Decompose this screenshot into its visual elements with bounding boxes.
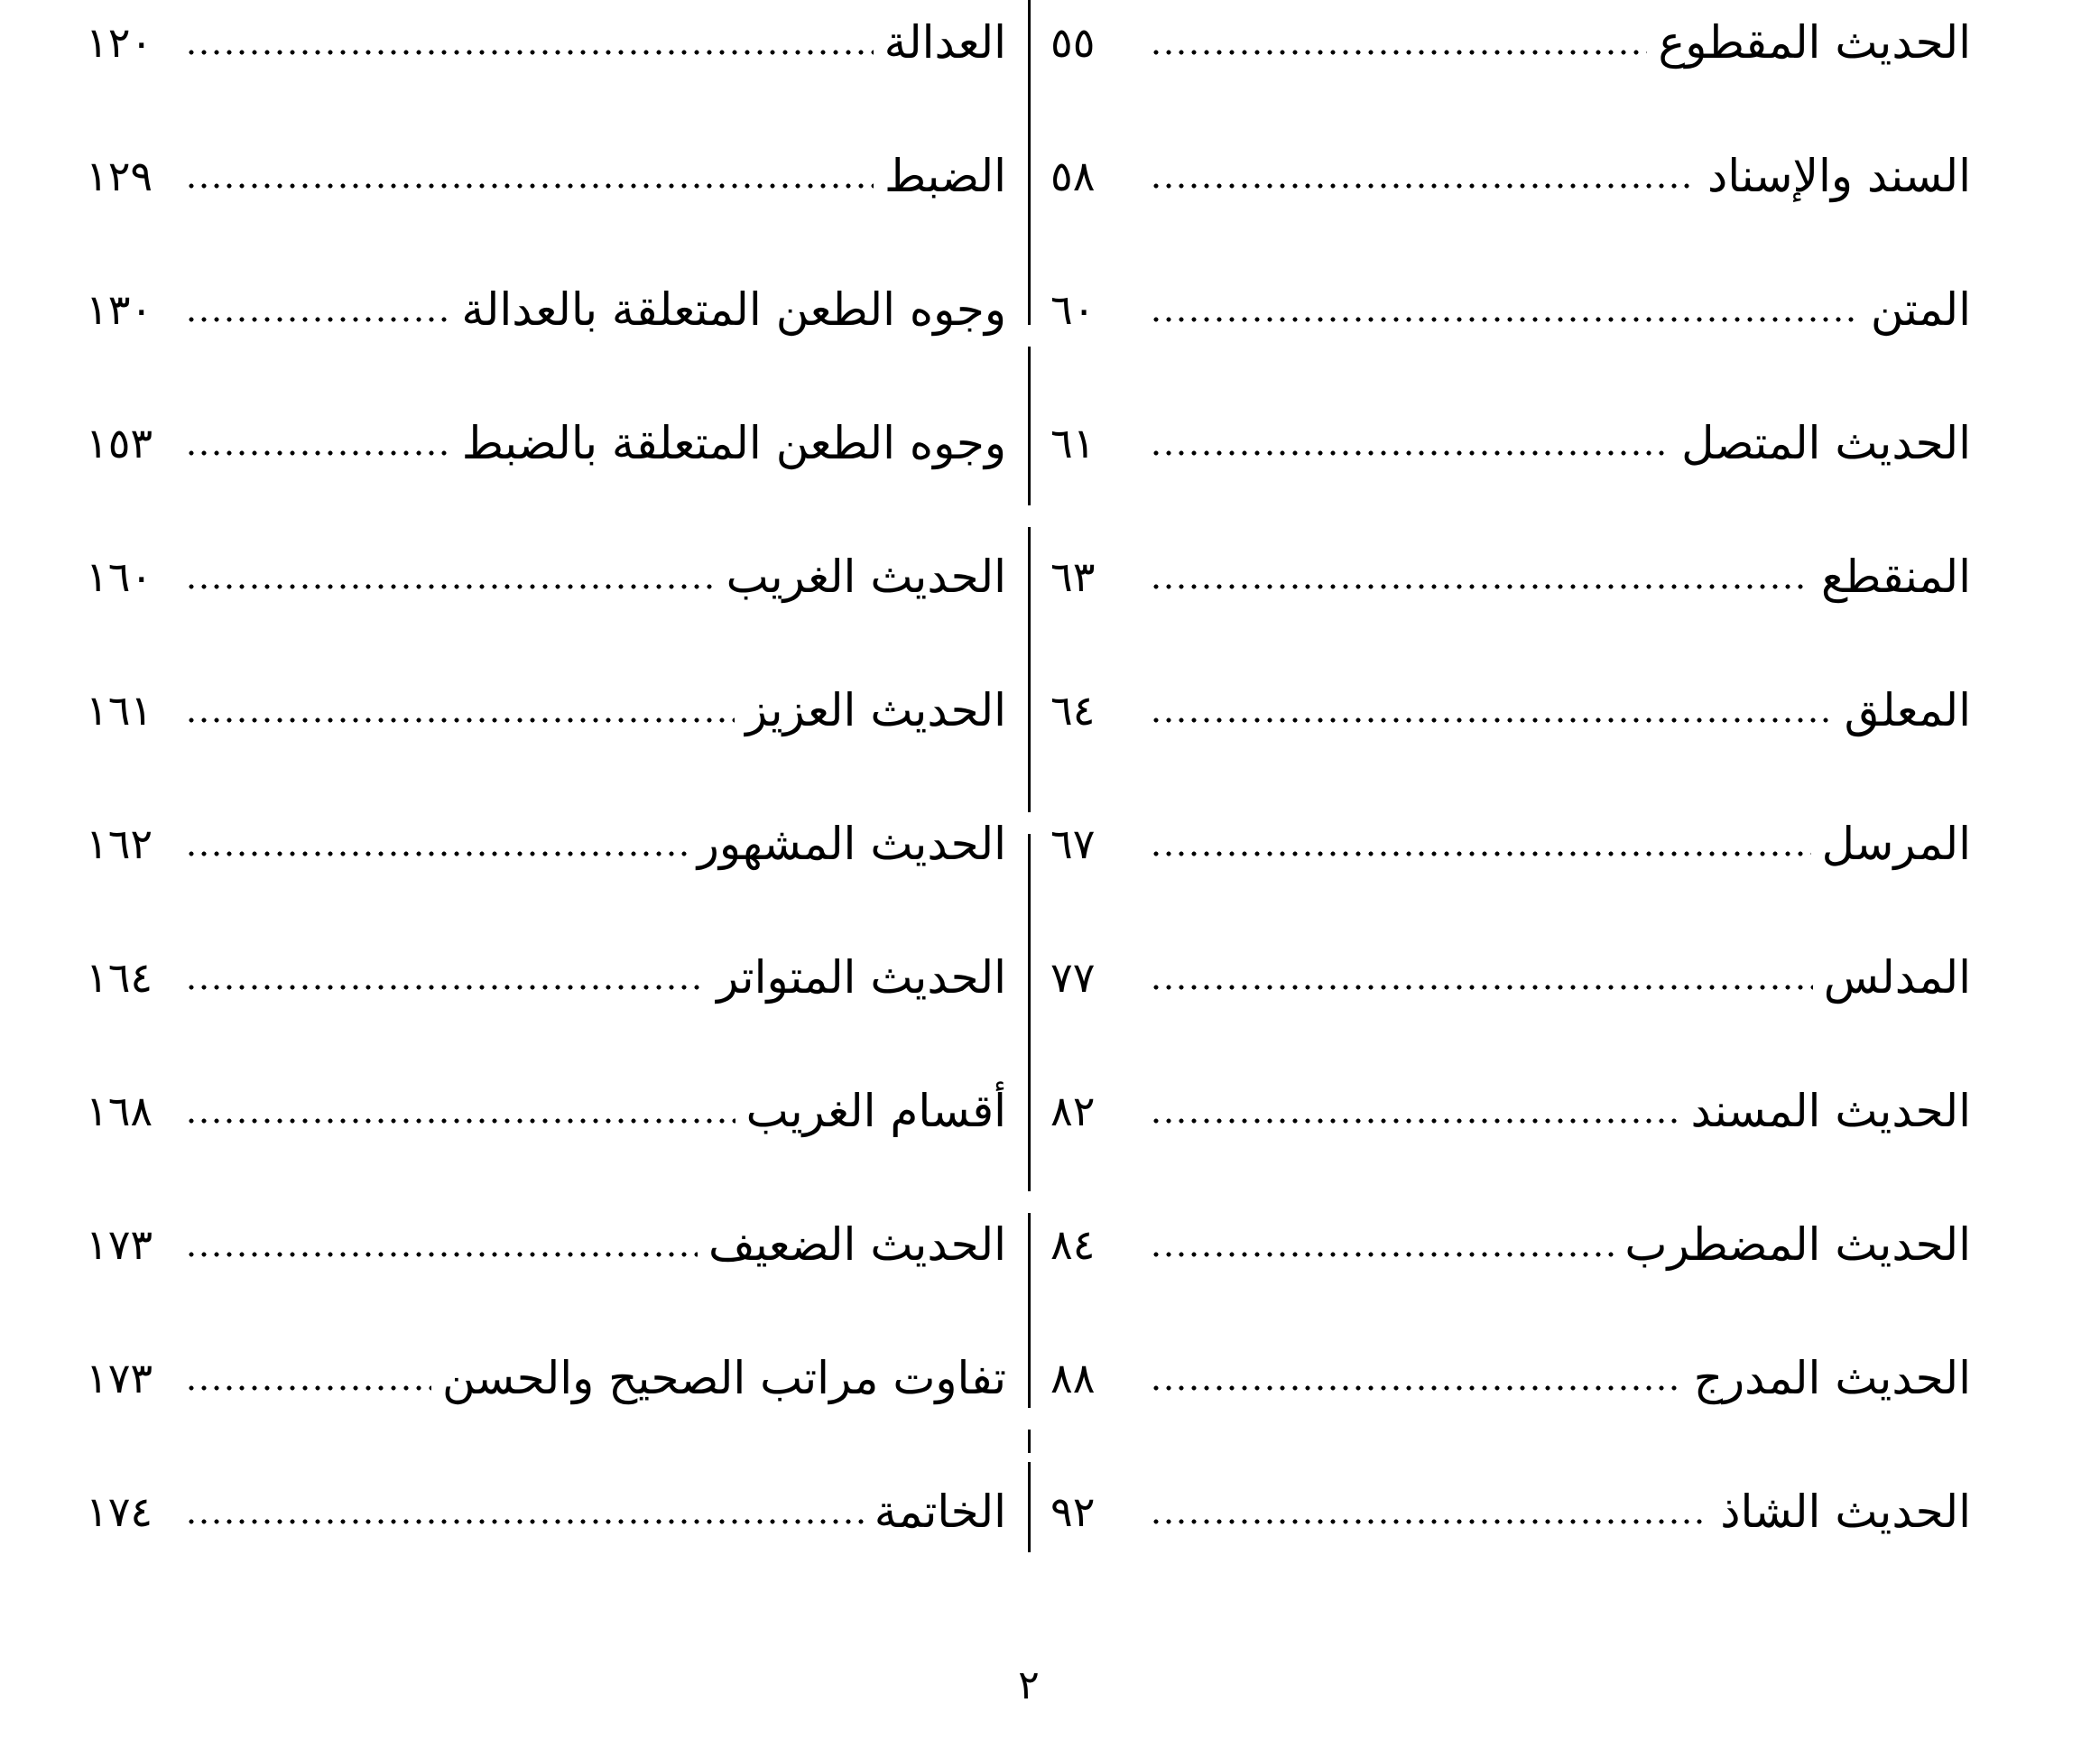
leader-dots — [1150, 180, 1697, 192]
leader-dots — [185, 447, 451, 459]
leader-dots — [185, 714, 735, 727]
toc-entry-title: الحديث المدرج — [1693, 1352, 1971, 1404]
toc-entry[interactable] — [86, 1178, 1006, 1311]
toc-entry[interactable] — [1050, 911, 1971, 1044]
leader-dots — [185, 313, 450, 326]
toc-entry-title: العدالة — [883, 16, 1006, 69]
toc-entry-title: الحديث المضطرب — [1624, 1218, 1971, 1271]
toc-entry-title: الحديث المسند — [1690, 1085, 1971, 1137]
toc-entry[interactable] — [86, 376, 1006, 510]
leader-dots — [185, 1382, 431, 1394]
leader-dots — [1150, 46, 1647, 59]
toc-entry[interactable] — [86, 1311, 1006, 1445]
toc-entry-title: المتن — [1870, 283, 1971, 336]
leader-dots — [185, 180, 874, 192]
toc-entry[interactable] — [1050, 510, 1971, 643]
toc-entry[interactable] — [1050, 0, 1971, 109]
toc-right-column — [1050, 0, 1971, 1578]
toc-entry-page: ١٦٠ — [86, 552, 153, 601]
toc-left-column — [86, 0, 1006, 1578]
toc-entry-page: ٨٤ — [1050, 1220, 1096, 1269]
leader-dots — [185, 1115, 735, 1127]
toc-entry[interactable] — [1050, 1311, 1971, 1445]
leader-dots — [185, 1515, 864, 1528]
column-divider — [1028, 0, 1031, 1552]
leader-dots — [1150, 714, 1834, 727]
toc-entry-title: الحديث المشهور — [697, 818, 1006, 870]
toc-entry-page: ٨٢ — [1050, 1087, 1096, 1135]
leader-dots — [185, 1248, 698, 1261]
toc-entry-page: ١٧٣ — [86, 1220, 153, 1269]
toc-entry-title: الضبط — [883, 150, 1006, 202]
toc-entry-page: ٦٧ — [1050, 819, 1096, 868]
divider-gap — [1020, 1453, 1038, 1462]
toc-entry[interactable] — [1050, 777, 1971, 911]
leader-dots — [185, 981, 706, 994]
toc-entry-page: ٦٠ — [1050, 285, 1096, 334]
toc-entry[interactable] — [1050, 376, 1971, 510]
toc-entry-page: ٥٨ — [1050, 152, 1096, 200]
toc-entry-page: ٥٥ — [1050, 18, 1096, 67]
divider-gap — [1020, 325, 1038, 347]
toc-entry-page: ١٦٤ — [86, 953, 153, 1002]
leader-dots — [1150, 580, 1810, 593]
divider-gap — [1020, 1191, 1038, 1213]
toc-entry-page: ١٥٣ — [86, 419, 153, 467]
toc-entry-page: ١٢٩ — [86, 152, 153, 200]
toc-entry-page: ٧٧ — [1050, 953, 1096, 1002]
leader-dots — [185, 847, 687, 860]
toc-entry[interactable] — [86, 1044, 1006, 1178]
leader-dots — [1150, 1382, 1683, 1394]
toc-entry-page: ٩٢ — [1050, 1487, 1096, 1536]
leader-dots — [185, 46, 874, 59]
toc-entry-page: ٦٤ — [1050, 686, 1096, 735]
toc-entry-title: الحديث الشاذ — [1720, 1485, 1971, 1538]
leader-dots — [1150, 1515, 1709, 1528]
leader-dots — [1150, 847, 1811, 860]
toc-entry[interactable] — [86, 109, 1006, 243]
toc-entry-title: الحديث العزيز — [745, 684, 1006, 736]
toc-entry[interactable] — [86, 243, 1006, 376]
toc-entry-title: الحديث المتصل — [1681, 417, 1971, 469]
leader-dots — [1150, 1248, 1614, 1261]
toc-entry-title: المدلس — [1823, 951, 1971, 1004]
toc-entry-title: الخاتمة — [874, 1485, 1006, 1538]
toc-entry-title: الحديث المقطوع — [1658, 16, 1971, 69]
toc-entry[interactable] — [1050, 1178, 1971, 1311]
leader-dots — [185, 580, 716, 593]
toc-entry-title: المعلق — [1844, 684, 1971, 736]
leader-dots — [1150, 1115, 1679, 1127]
toc-entry-title: المرسل — [1821, 818, 1971, 870]
toc-entry-page: ١٦٨ — [86, 1087, 153, 1135]
toc-entry-title: المنقطع — [1820, 551, 1971, 603]
divider-gap — [1020, 1408, 1038, 1430]
toc-entry[interactable] — [1050, 109, 1971, 243]
toc-entry-page: ٦٣ — [1050, 552, 1096, 601]
page-number: ٢ — [1018, 1662, 1040, 1708]
toc-entry-title: الحديث الضعيف — [708, 1218, 1006, 1271]
toc-entry-page: ١٧٤ — [86, 1487, 153, 1536]
toc-entry[interactable] — [1050, 243, 1971, 376]
toc-entry-page: ١٧٣ — [86, 1354, 153, 1402]
divider-gap — [1020, 505, 1038, 527]
toc-entry-title: وجوه الطعن المتعلقة بالعدالة — [461, 283, 1006, 336]
toc-entry-page: ٦١ — [1050, 419, 1096, 467]
toc-entry-page: ٨٨ — [1050, 1354, 1096, 1402]
toc-entry-title: الحديث المتواتر — [717, 951, 1006, 1004]
toc-entry-title: السند والإسناد — [1707, 150, 1971, 202]
toc-entry[interactable] — [1050, 1445, 1971, 1578]
leader-dots — [1150, 447, 1670, 459]
toc-entry[interactable] — [1050, 643, 1971, 777]
toc-entry[interactable] — [86, 1445, 1006, 1578]
toc-entry[interactable] — [86, 777, 1006, 911]
toc-entry[interactable] — [86, 510, 1006, 643]
toc-entry-page: ١٦٢ — [86, 819, 153, 868]
divider-gap — [1020, 812, 1038, 834]
toc-entry[interactable] — [86, 0, 1006, 109]
leader-dots — [1150, 313, 1860, 326]
toc-entry-title: أقسام الغريب — [745, 1085, 1006, 1137]
toc-entry[interactable] — [1050, 1044, 1971, 1178]
toc-entry-title: وجوه الطعن المتعلقة بالضبط — [461, 417, 1006, 469]
toc-entry[interactable] — [86, 643, 1006, 777]
toc-entry-page: ١٣٠ — [86, 285, 153, 334]
toc-entry-title: تفاوت مراتب الصحيح والحسن — [442, 1352, 1006, 1404]
toc-entry-page: ١٦١ — [86, 686, 153, 735]
toc-entry[interactable] — [86, 911, 1006, 1044]
toc-entry-title: الحديث الغريب — [726, 551, 1006, 603]
leader-dots — [1150, 981, 1813, 994]
toc-entry-page: ١٢٠ — [86, 18, 153, 67]
